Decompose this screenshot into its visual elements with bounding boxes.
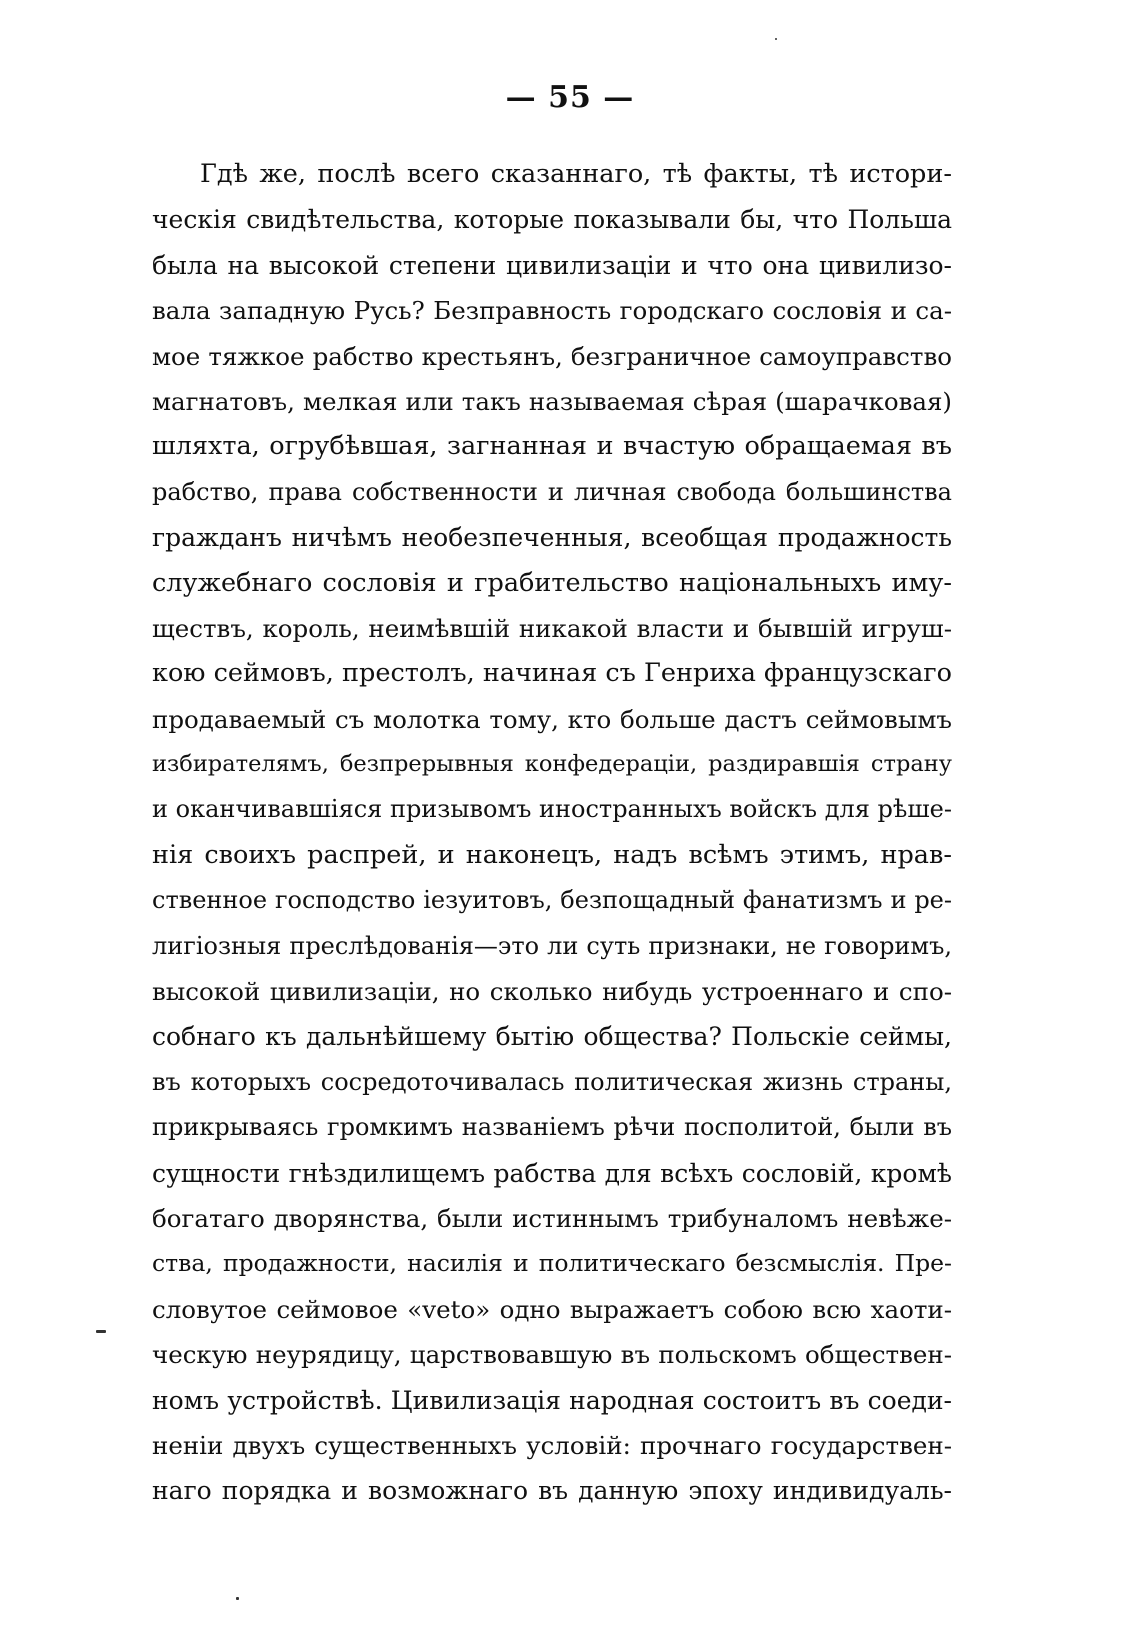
text-line: наго порядка и возможнаго въ данную эпоху индивидуаль- [152,1476,952,1506]
text-line: неніи двухъ существенныхъ условій: прочнаго государствен- [152,1430,952,1460]
text-line: служебнаго сословія и грабительство національныхъ иму- [152,567,952,598]
text-line: нія своихъ распрей, и наконецъ, надъ всѣмъ этимъ, нрав- [152,839,952,870]
body-text [152,152,952,1514]
text-line: ственное господство іезуитовъ, безпощадный фанатизмъ и ре- [152,886,952,915]
text-line: избирателямъ, безпрерывныя конфедераціи, раздиравшія страну [152,751,952,778]
text-line: мое тяжкое рабство крестьянъ, безграничное самоуправство [152,341,952,371]
page-number: — 55 — [505,80,635,115]
text-line: Гдѣ же, послѣ всего сказаннаго, тѣ факты, тѣ истори- [200,159,952,189]
text-line: словутое сеймовое «veto» одно выражаетъ собою всю хаоти- [152,1294,952,1324]
text-line: магнатовъ, мелкая или такъ называемая сѣрая (шарачковая) [152,386,952,416]
text-line: лигіозныя преслѣдованія—это ли суть признаки, не говоримъ, [152,931,952,960]
text-line: ческія свидѣтельства, которые показывали бы, что Польша [152,205,952,235]
text-line: номъ устройствѣ. Цивилизація народная состоитъ въ соеди- [152,1385,952,1415]
scan-speck [775,38,777,40]
text-line: богатаго дворянства, были истиннымъ трибуналомъ невѣже- [152,1203,952,1233]
text-line: гражданъ ничѣмъ необезпеченныя, всеобщая продажность [152,523,952,553]
text-line: и оканчивавшіяся призывомъ иностранныхъ войскъ для рѣше- [152,795,952,824]
scan-speck [96,1330,106,1333]
text-line: рабство, права собственности и личная свобода большинства [152,477,952,506]
text-line: была на высокой степени цивилизаціи и что она цивилизо- [152,250,952,280]
text-line: продаваемый съ молотка тому, кто больше дастъ сеймовымъ [152,704,952,734]
text-line: вала западную Русь? Безправность городскаго сословія и са- [152,296,952,326]
text-line: ществъ, король, неимѣвшій никакой власти и бывшій игруш- [152,613,952,643]
text-line: въ которыхъ сосредоточивалась политическая жизнь страны, [152,1067,952,1096]
text-line: высокой цивилизаціи, но сколько нибудь устроеннаго и спо- [152,977,952,1007]
text-line: прикрываясь громкимъ названіемъ рѣчи посполитой, были въ [152,1113,952,1142]
text-line: ства, продажности, насилія и политическаго безсмыслія. Пре- [152,1249,952,1278]
text-line: ческую неурядицу, царствовавшую въ польскомъ обществен- [152,1340,952,1370]
text-line: сущности гнѣздилищемъ рабства для всѣхъ сословій, кромѣ [152,1158,952,1188]
text-line: шляхта, огрубѣвшая, загнанная и вчастую обращаемая въ [152,431,952,462]
text-line: собнаго къ дальнѣйшему бытію общества? Польскіе сеймы, [152,1022,952,1052]
scan-speck [236,1597,239,1600]
text-line: кою сеймовъ, престолъ, начиная съ Генриха французскаго [152,658,952,689]
